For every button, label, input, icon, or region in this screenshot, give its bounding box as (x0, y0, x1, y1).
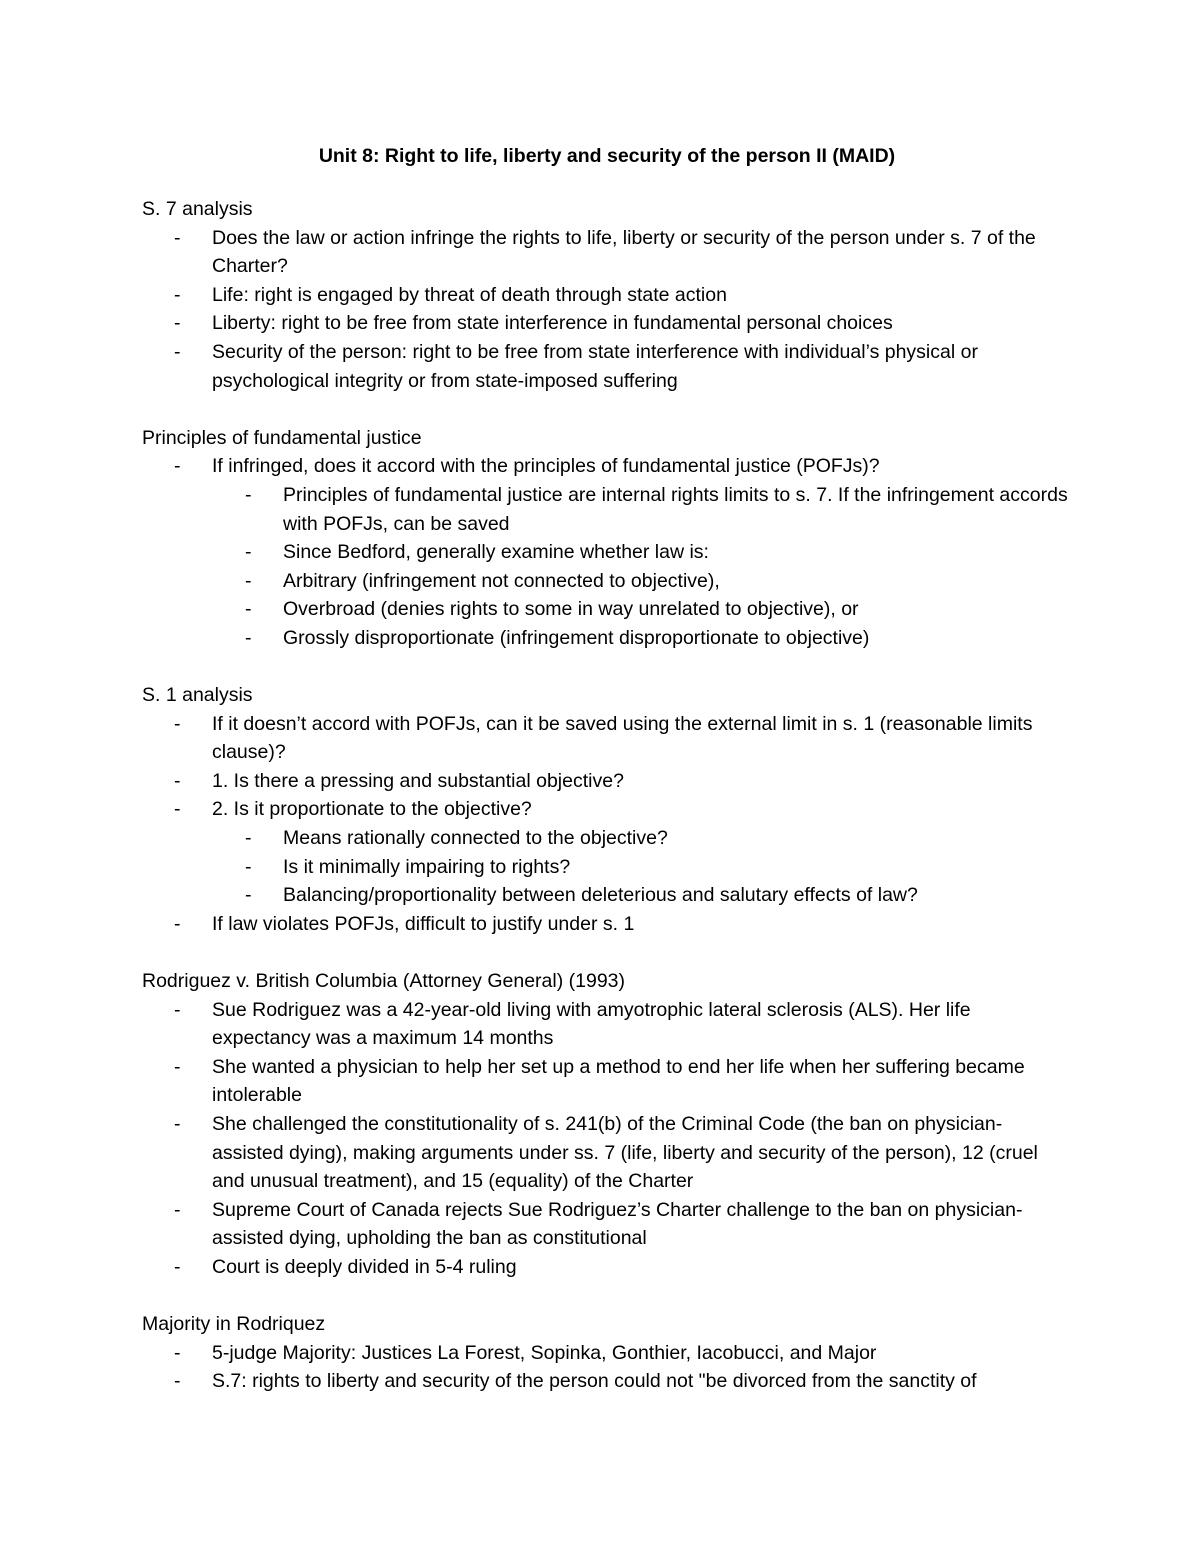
section-heading: Rodriguez v. British Columbia (Attorney General) (1993) (142, 970, 626, 993)
section (142, 967, 1072, 1282)
dash-bullet-icon: - (174, 1370, 181, 1393)
list-item-text: 2. Is it proportionate to the objective? (212, 798, 532, 821)
dash-bullet-icon: - (174, 340, 181, 363)
list-item-text: Court is deeply divided in 5-4 ruling (212, 1255, 517, 1278)
sub-list-item-text: Since Bedford, generally examine whether law is: (283, 541, 709, 564)
sub-list-item-text: Is it minimally impairing to rights? (283, 855, 571, 878)
list-item (142, 910, 1072, 939)
dash-bullet-icon: - (174, 455, 181, 478)
section (142, 195, 1072, 395)
dash-bullet-icon: - (245, 483, 252, 506)
sub-list-item-text: Grossly disproportionate (infringement disproportionate to objective) (283, 626, 870, 649)
section-heading: S. 7 analysis (142, 198, 253, 220)
section-gap (142, 1282, 1072, 1311)
section-gap (142, 653, 1072, 682)
list-item (142, 767, 1072, 796)
list-item (142, 1339, 1072, 1368)
list-item (142, 1196, 1072, 1253)
list-item-text: Sue Rodriguez was a 42-year-old living with amyotrophic lateral sclerosis (ALS). Her life expectancy was a maximum 14 months (212, 998, 971, 1050)
list-item (142, 452, 1072, 652)
sub-list-item-text: Overbroad (denies rights to some in way unrelated to objective), or (283, 598, 859, 621)
title-spacer (142, 174, 1072, 195)
list-item (142, 710, 1072, 767)
dash-bullet-icon: - (174, 1113, 181, 1135)
document-body (142, 195, 1072, 1396)
dash-bullet-icon: - (245, 855, 252, 878)
list-item (142, 281, 1072, 310)
sub-list-item (212, 481, 1072, 538)
sub-list-item (212, 624, 1072, 653)
list-item (142, 1053, 1072, 1110)
bullet-list (142, 710, 1072, 939)
sub-list-item-text: Means rationally connected to the objective? (283, 827, 668, 850)
sub-bullet-list (212, 824, 1072, 910)
dash-bullet-icon: - (245, 541, 252, 564)
list-item-text: Does the law or action infringe the rights to life, liberty or security of the person under s. 7 of the Charter? (212, 226, 1036, 278)
section (142, 424, 1072, 653)
bullet-list (142, 224, 1072, 396)
section-heading: Majority in Rodriquez (142, 1313, 326, 1336)
dash-bullet-icon: - (174, 712, 181, 735)
sub-list-item (212, 881, 1072, 910)
list-item-text: If law violates POFJs, difficult to justify under s. 1 (212, 912, 635, 935)
dash-bullet-icon: - (174, 769, 181, 792)
section (142, 681, 1072, 938)
list-item (142, 309, 1072, 338)
list-item-text: Life: right is engaged by threat of death through state action (212, 283, 727, 306)
dash-bullet-icon: - (174, 1055, 181, 1078)
bullet-list (142, 452, 1072, 652)
list-item-text: Liberty: right to be free from state interference in fundamental personal choices (212, 312, 893, 335)
sub-list-item-text: Principles of fundamental justice are internal rights limits to s. 7. If the infringement accords with POFJs, can be saved (283, 483, 1068, 535)
sub-list-item (212, 595, 1072, 624)
dash-bullet-icon: - (245, 626, 252, 649)
sub-bullet-list (212, 481, 1072, 653)
sub-list-item (212, 824, 1072, 853)
dash-bullet-icon: - (245, 598, 252, 621)
dash-bullet-icon: - (245, 569, 252, 592)
sub-list-item (212, 567, 1072, 596)
dash-bullet-icon: - (174, 226, 181, 249)
dash-bullet-icon: - (174, 798, 181, 821)
list-item (142, 996, 1072, 1053)
section-heading: Principles of fundamental justice (142, 426, 422, 449)
list-item-text: Security of the person: right to be free from state interference with individual’s physical or psychological integrity or from state-imposed suffering (212, 340, 978, 392)
document-page (142, 138, 1072, 1396)
dash-bullet-icon: - (174, 283, 181, 306)
bullet-list (142, 1339, 1072, 1396)
list-item (142, 1253, 1072, 1282)
sub-list-item (212, 853, 1072, 882)
bullet-list (142, 996, 1072, 1282)
list-item-text: 5-judge Majority: Justices La Forest, Sopinka, Gonthier, Iacobucci, and Major (212, 1341, 877, 1364)
list-item (142, 224, 1072, 281)
section-gap (142, 395, 1072, 424)
list-item-text: If infringed, does it accord with the principles of fundamental justice (POFJs)? (212, 455, 880, 478)
dash-bullet-icon: - (174, 1198, 181, 1221)
document-title: Unit 8: Right to life, liberty and security of the person II (MAID) (318, 145, 896, 167)
list-item-text: 1. Is there a pressing and substantial objective? (212, 769, 624, 792)
list-item-text: S.7: rights to liberty and security of the person could not "be divorced from the sanctity of (212, 1370, 977, 1393)
section-heading: S. 1 analysis (142, 684, 253, 707)
dash-bullet-icon: - (174, 1255, 181, 1278)
sub-list-item-text: Arbitrary (infringement not connected to objective), (283, 569, 720, 592)
list-item (142, 338, 1072, 395)
dash-bullet-icon: - (174, 912, 181, 935)
sub-list-item-text: Balancing/proportionality between deleterious and salutary effects of law? (283, 884, 918, 907)
section-gap (142, 938, 1072, 967)
list-item (142, 1110, 1072, 1196)
dash-bullet-icon: - (174, 998, 181, 1021)
list-item-text: Supreme Court of Canada rejects Sue Rodriguez’s Charter challenge to the ban on physician-assisted dying, upholding the ban as constitutional (212, 1198, 1023, 1250)
sub-list-item (212, 538, 1072, 567)
list-item (142, 795, 1072, 909)
list-item (142, 1367, 1072, 1396)
list-item-text: She challenged the constitutionality of s. 241(b) of the Criminal Code (the ban on physician-assisted dying), making arguments under ss. 7 (life, liberty and security of the person), 12 (cruel and unusual treatment), and 15 (equality) of the Charter (212, 1113, 1038, 1193)
list-item-text: If it doesn’t accord with POFJs, can it be saved using the external limit in s. 1 (reasonable limits clause)? (212, 712, 1033, 764)
dash-bullet-icon: - (245, 884, 252, 907)
section (142, 1310, 1072, 1396)
dash-bullet-icon: - (245, 827, 252, 850)
dash-bullet-icon: - (174, 1341, 181, 1364)
dash-bullet-icon: - (174, 312, 181, 335)
list-item-text: She wanted a physician to help her set up a method to end her life when her suffering became intolerable (212, 1055, 1025, 1107)
